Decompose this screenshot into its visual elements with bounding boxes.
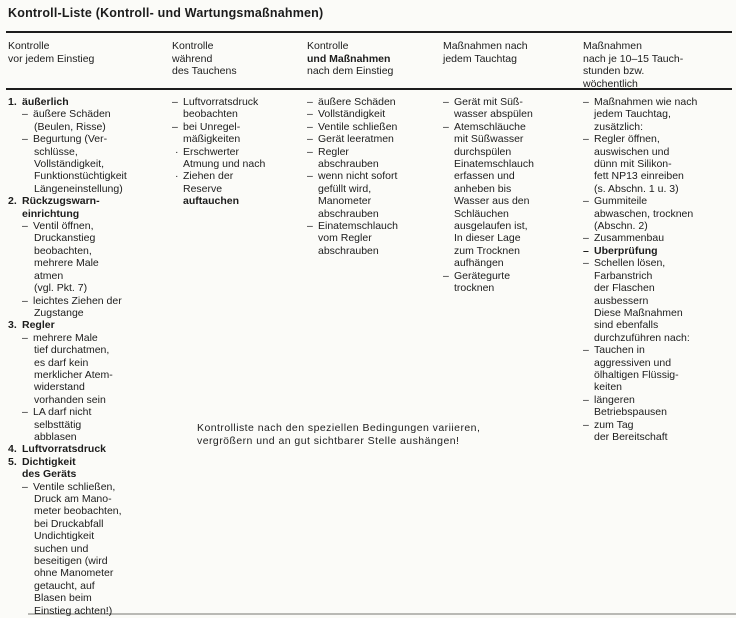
column-header-line: Kontrolle [307, 40, 349, 52]
line-text: Begurtung (Ver- [33, 133, 108, 146]
line-text: beseitigen (wird [34, 555, 108, 568]
text-line [8, 96, 170, 108]
line-text: Zugstange [34, 306, 84, 319]
column-body-nach-dem-einstieg [307, 96, 441, 257]
text-line [583, 394, 735, 406]
line-text: vom Regler [318, 232, 372, 245]
text-line [172, 146, 304, 158]
text-line [8, 170, 170, 182]
line-text: Gerät mit Süß- [454, 96, 523, 108]
line-text: Druck am Mano- [34, 493, 112, 505]
text-line [8, 208, 170, 220]
text-line [443, 208, 581, 220]
text-line [8, 344, 170, 356]
text-line [8, 468, 170, 480]
text-line [583, 170, 735, 182]
line-text: merklicher Atem- [34, 368, 113, 381]
text-line [8, 357, 170, 369]
line-marker: – [307, 108, 313, 121]
text-line [172, 170, 304, 182]
text-line [443, 270, 581, 282]
text-line [8, 158, 170, 170]
line-text: wasser abspülen [454, 108, 533, 121]
column-header-line: Kontrolle [8, 40, 50, 52]
text-line [8, 232, 170, 244]
text-line [8, 518, 170, 530]
line-marker: – [583, 344, 589, 357]
column-header-line: stunden bzw. [583, 65, 645, 78]
text-line [8, 121, 170, 133]
text-line [8, 505, 170, 517]
text-line [583, 431, 735, 443]
text-line [583, 357, 735, 369]
text-line [583, 232, 735, 244]
line-marker: – [443, 269, 449, 282]
text-line [8, 406, 170, 418]
text-line [583, 270, 735, 282]
line-text: der Bereitschaft [594, 430, 668, 443]
line-text: beobachten [183, 108, 238, 121]
line-text: mit Süßwasser [454, 133, 524, 146]
text-line [583, 319, 735, 331]
text-line [443, 146, 581, 158]
text-line [307, 220, 441, 232]
line-text: keiten [594, 381, 623, 394]
line-text: Vollständigkeit, [34, 158, 105, 171]
text-line [172, 195, 304, 207]
line-text: Luftvorratsdruck [183, 96, 259, 108]
text-line [8, 381, 170, 393]
text-line [307, 146, 441, 158]
line-marker: – [22, 294, 28, 307]
line-text: Einatemschlauch [454, 158, 534, 171]
line-marker: – [443, 96, 449, 108]
text-line [8, 605, 170, 617]
text-line [307, 170, 441, 182]
line-marker: 4. [8, 443, 17, 456]
line-marker: – [583, 418, 589, 431]
line-marker: – [583, 257, 589, 270]
line-marker: – [22, 108, 28, 121]
text-line [307, 195, 441, 207]
column-header-vor-jedem-einstieg [8, 40, 170, 65]
column-header-line: nach dem Einstieg [307, 65, 394, 78]
line-text: leichtes Ziehen der [33, 294, 122, 307]
line-text: tief durchatmen, [34, 344, 110, 357]
column-header-line: vor jedem Einstieg [8, 52, 95, 65]
line-text: auswischen und [594, 145, 670, 158]
text-line [583, 208, 735, 220]
line-text: Atemschläuche [454, 120, 526, 133]
text-line [307, 133, 441, 145]
line-text: äußerlich [22, 96, 69, 108]
text-line [8, 257, 170, 269]
text-line [8, 133, 170, 145]
line-text: Betriebspausen [594, 406, 667, 419]
line-text: Druckanstieg [34, 232, 96, 245]
text-line [172, 108, 304, 120]
text-line [443, 232, 581, 244]
text-line [583, 307, 735, 319]
text-line [307, 208, 441, 220]
column-header-line: Maßnahmen [583, 40, 642, 52]
line-text: mehrere Male [34, 257, 99, 270]
line-marker: – [22, 220, 28, 233]
line-marker: · [175, 170, 179, 183]
text-line [8, 456, 170, 468]
line-marker: – [583, 393, 589, 406]
text-line [172, 121, 304, 133]
line-text: Ziehen der [183, 170, 234, 183]
text-line [8, 220, 170, 232]
line-text: Zusammenbau [594, 232, 665, 245]
line-text: ölhaltigen Flüssig- [594, 368, 679, 381]
column-header-line: und Maßnahmen [307, 52, 391, 65]
line-marker: – [307, 170, 313, 183]
line-text: der Flaschen [594, 282, 655, 295]
text-line [172, 133, 304, 145]
line-marker: – [583, 244, 589, 257]
text-line [443, 121, 581, 133]
line-text: (s. Abschn. 1 u. 3) [594, 182, 679, 195]
line-text: ausgelaufen ist, [454, 220, 528, 233]
text-line [307, 108, 441, 120]
line-marker: · [175, 145, 179, 158]
line-text: Funktionstüchtigkeit [34, 170, 127, 183]
text-line [172, 96, 304, 108]
text-line [8, 555, 170, 567]
line-text: Ventile schließen, [33, 480, 116, 493]
note-line: vergrößern und an gut sichtbarer Stelle aushängen! [197, 435, 460, 448]
column-header-line: wöchentlich [583, 77, 638, 90]
line-text: mehrere Male [33, 331, 98, 344]
text-line [8, 245, 170, 257]
text-line [583, 282, 735, 294]
line-text: Gummiteile [594, 195, 648, 208]
center-note [197, 422, 480, 448]
line-text: Schellen lösen, [594, 257, 666, 270]
text-line [8, 146, 170, 158]
text-line [443, 220, 581, 232]
line-text: Wasser aus den [454, 195, 530, 208]
text-line [443, 108, 581, 120]
line-text: Uberprüfung [594, 244, 658, 257]
line-text: durchspülen [454, 145, 512, 158]
text-line [583, 406, 735, 418]
column-header-waehrend-des-tauchens [172, 40, 304, 78]
line-text: atmen [34, 269, 64, 282]
line-text: beobachten, [34, 244, 92, 257]
text-line [8, 394, 170, 406]
line-text: abschrauben [318, 158, 379, 171]
line-text: Diese Maßnahmen [594, 306, 683, 319]
line-marker: 5. [8, 455, 17, 468]
text-line [8, 543, 170, 555]
text-line [8, 295, 170, 307]
text-line [583, 419, 735, 431]
column-body-waehrend-des-tauchens [172, 96, 304, 208]
text-line [8, 319, 170, 331]
line-text: In dieser Lage [454, 232, 521, 245]
text-line [307, 96, 441, 108]
line-marker: – [22, 331, 28, 344]
column-header-nach-dem-einstieg [307, 40, 441, 78]
line-text: dünn mit Silikon- [594, 158, 672, 171]
text-line [8, 332, 170, 344]
line-text: Undichtigkeit [34, 530, 95, 543]
line-marker: – [307, 120, 313, 133]
column-body-vor-jedem-einstieg [8, 96, 170, 617]
line-text: abblasen [34, 430, 77, 443]
line-text: Vollständigkeit [318, 108, 386, 121]
line-text: Gerät leeratmen [318, 133, 394, 146]
text-line [583, 295, 735, 307]
line-marker: – [172, 96, 178, 108]
line-marker: – [22, 133, 28, 146]
text-line [8, 195, 170, 207]
line-marker: – [583, 96, 589, 108]
line-text: einrichtung [22, 207, 80, 220]
text-line [8, 567, 170, 579]
text-line [8, 493, 170, 505]
line-text: auftauchen [183, 195, 240, 208]
line-marker: – [307, 220, 313, 233]
line-text: suchen und [34, 542, 89, 555]
text-line [443, 96, 581, 108]
line-text: (vgl. Pkt. 7) [34, 282, 88, 295]
line-text: zusätzlich: [594, 120, 644, 133]
line-text: abwaschen, trocknen [594, 207, 694, 220]
document-title: Kontroll-Liste (Kontroll- und Wartungsmaßnahmen) [8, 6, 324, 20]
horizontal-rule-top [6, 31, 732, 33]
text-line [583, 344, 735, 356]
line-text: Regler öffnen, [594, 133, 660, 146]
line-text: Einstieg achten!) [34, 604, 113, 617]
line-text: fett NP13 einreiben [594, 170, 684, 183]
line-text: zum Trocknen [454, 244, 520, 257]
line-text: längeren [594, 393, 635, 406]
text-line [443, 195, 581, 207]
line-text: erfassen und [454, 170, 515, 183]
text-line [583, 121, 735, 133]
text-line [8, 270, 170, 282]
text-line [8, 369, 170, 381]
line-marker: – [22, 406, 28, 419]
text-line [8, 592, 170, 604]
text-line [443, 282, 581, 294]
line-text: Schläuchen [454, 207, 509, 220]
line-marker: 1. [8, 96, 17, 108]
line-text: gefüllt wird, [318, 182, 372, 195]
line-text: mäßigkeiten [183, 133, 241, 146]
line-text: Erschwerter [183, 145, 240, 158]
line-text: Blasen beim [34, 592, 92, 605]
line-text: Regler [318, 145, 349, 158]
line-text: meter beobachten, [34, 505, 122, 518]
line-text: des Geräts [22, 468, 77, 481]
line-text: Farbanstrich [594, 269, 653, 282]
text-line [583, 257, 735, 269]
text-line [583, 183, 735, 195]
text-line [8, 530, 170, 542]
text-line [443, 257, 581, 269]
text-line [8, 108, 170, 120]
line-marker: – [22, 480, 28, 493]
line-marker: 2. [8, 195, 17, 208]
text-line [8, 580, 170, 592]
line-text: Regler [22, 319, 55, 332]
text-line [583, 133, 735, 145]
column-body-jeder-tauchtag [443, 96, 581, 295]
line-text: Reserve [183, 182, 223, 195]
text-line [8, 481, 170, 493]
line-text: Manometer [318, 195, 372, 208]
text-line [8, 307, 170, 319]
text-line [8, 431, 170, 443]
text-line [443, 170, 581, 182]
text-line [8, 282, 170, 294]
text-line [583, 108, 735, 120]
text-line [443, 245, 581, 257]
line-text: anheben bis [454, 182, 512, 195]
line-marker: – [307, 145, 313, 158]
text-line [172, 158, 304, 170]
line-text: Dichtigkeit [22, 455, 76, 468]
line-text: abschrauben [318, 207, 379, 220]
line-marker: – [307, 96, 313, 108]
line-marker: – [443, 120, 449, 133]
line-text: äußere Schäden [318, 96, 396, 108]
line-text: Gerätegurte [454, 269, 511, 282]
line-text: bei Druckabfall [34, 517, 104, 530]
text-line [8, 419, 170, 431]
line-text: Luftvorratsdruck [22, 443, 107, 456]
line-text: Ventil öffnen, [33, 220, 94, 233]
text-line [583, 220, 735, 232]
text-line [307, 158, 441, 170]
line-marker: – [583, 232, 589, 245]
line-text: abschrauben [318, 244, 379, 257]
text-line [8, 443, 170, 455]
text-line [8, 183, 170, 195]
line-text: widerstand [34, 381, 85, 394]
line-text: bei Unregel- [183, 120, 241, 133]
line-text: sind ebenfalls [594, 319, 659, 332]
line-marker: – [172, 120, 178, 133]
line-text: selbsttätig [34, 418, 82, 431]
column-header-10-15-tauchstunden [583, 40, 735, 90]
line-text: (Beulen, Risse) [34, 120, 106, 133]
text-line [443, 158, 581, 170]
line-text: es darf kein [34, 356, 89, 369]
line-text: ohne Manometer [34, 567, 114, 580]
line-text: jedem Tauchtag, [594, 108, 671, 121]
line-text: äußere Schäden [33, 108, 111, 121]
line-marker: 3. [8, 319, 17, 332]
text-line [583, 332, 735, 344]
text-line [583, 369, 735, 381]
line-text: durchzuführen nach: [594, 331, 690, 344]
line-text: aufhängen [454, 257, 504, 270]
line-text: (Abschn. 2) [594, 220, 648, 233]
note-line: Kontrolliste nach den speziellen Bedingungen variieren, [197, 422, 481, 434]
text-line [583, 146, 735, 158]
line-text: getaucht, auf [34, 579, 95, 592]
text-line [307, 245, 441, 257]
column-header-jeder-tauchtag [443, 40, 581, 65]
line-text: LA darf nicht [33, 406, 92, 419]
line-text: Längeneinstellung) [34, 182, 123, 195]
line-text: ausbessern [594, 294, 649, 307]
line-text: wenn nicht sofort [318, 170, 398, 183]
line-marker: – [583, 195, 589, 208]
line-marker: – [307, 133, 313, 146]
text-line [583, 195, 735, 207]
text-line [583, 96, 735, 108]
text-line [307, 232, 441, 244]
column-header-line: des Tauchens [172, 65, 237, 78]
column-header-line: Kontrolle [172, 40, 214, 52]
text-line [443, 183, 581, 195]
line-text: vorhanden sein [34, 393, 106, 406]
text-line [443, 133, 581, 145]
column-header-line: nach je 10–15 Tauch- [583, 52, 684, 65]
text-line [307, 183, 441, 195]
column-header-line: Maßnahmen nach [443, 40, 528, 52]
column-header-line: jedem Tauchtag [443, 52, 517, 65]
line-text: Ventile schließen [318, 120, 398, 133]
line-text: Maßnahmen wie nach [594, 96, 698, 108]
text-line [307, 121, 441, 133]
line-text: Atmung und nach [183, 158, 266, 171]
line-text: schlüsse, [34, 145, 78, 158]
line-text: Tauchen in [594, 344, 645, 357]
text-line [583, 245, 735, 257]
line-text: aggressiven und [594, 356, 672, 369]
text-line [583, 158, 735, 170]
line-text: Einatemschlauch [318, 220, 398, 233]
line-text: zum Tag [594, 418, 634, 431]
text-line [172, 183, 304, 195]
line-text: trocknen [454, 282, 495, 295]
column-body-10-15-tauchstunden [583, 96, 735, 443]
line-marker: – [583, 133, 589, 146]
text-line [583, 381, 735, 393]
line-text: Rückzugswarn- [22, 195, 100, 208]
column-header-line: während [172, 52, 213, 65]
